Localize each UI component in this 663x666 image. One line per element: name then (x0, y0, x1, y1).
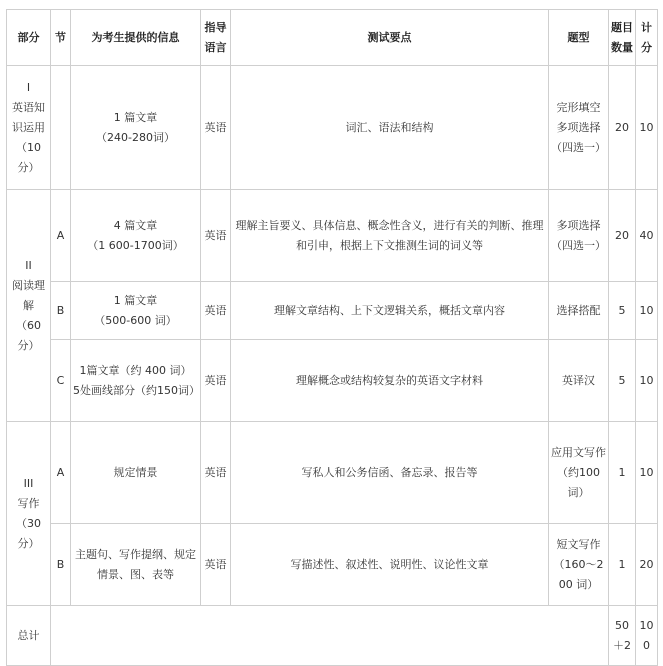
table-row (7, 66, 658, 190)
language-cell: 英语 (201, 66, 231, 190)
info-cell: 1篇文章（约 400 词） 5处画线部分（约150词） (71, 340, 201, 422)
header-language: 指导语言 (201, 10, 231, 66)
section-cell: A (51, 190, 71, 282)
total-score: 100 (636, 606, 658, 666)
section-cell: B (51, 524, 71, 606)
count-cell: 20 (609, 190, 636, 282)
type-cell: 完形填空 多项选择 （四选一） (549, 66, 609, 190)
section-cell: B (51, 282, 71, 340)
points-cell: 词汇、语法和结构 (231, 66, 549, 190)
language-cell: 英语 (201, 190, 231, 282)
points-cell: 理解文章结构、上下文逻辑关系，概括文章内容 (231, 282, 549, 340)
table-row (7, 524, 658, 606)
info-cell: 1 篇文章 （500-600 词） (71, 282, 201, 340)
score-cell: 20 (636, 524, 658, 606)
language-cell: 英语 (201, 282, 231, 340)
count-cell: 5 (609, 282, 636, 340)
part-cell: II 阅读理解 （60分） (7, 190, 51, 422)
info-cell: 4 篇文章 （1 600-1700词） (71, 190, 201, 282)
header-type: 题型 (549, 10, 609, 66)
points-cell: 写私人和公务信函、备忘录、报告等 (231, 422, 549, 524)
table-row (7, 422, 658, 524)
count-cell: 1 (609, 524, 636, 606)
score-cell: 10 (636, 66, 658, 190)
score-cell: 10 (636, 422, 658, 524)
type-cell: 英译汉 (549, 340, 609, 422)
total-row (7, 606, 658, 666)
exam-structure-table (6, 9, 658, 666)
points-cell: 理解主旨要义、具体信息、概念性含义，进行有关的判断、推理和引申，根据上下文推测生词的词义等 (231, 190, 549, 282)
header-info: 为考生提供的信息 (71, 10, 201, 66)
points-cell: 写描述性、叙述性、说明性、议论性文章 (231, 524, 549, 606)
language-cell: 英语 (201, 422, 231, 524)
count-cell: 1 (609, 422, 636, 524)
section-cell (51, 66, 71, 190)
score-cell: 10 (636, 340, 658, 422)
score-cell: 10 (636, 282, 658, 340)
type-cell: 应用文写作 （约100词） (549, 422, 609, 524)
header-count: 题目数量 (609, 10, 636, 66)
header-part: 部分 (7, 10, 51, 66)
type-cell: 短文写作 （160～200 词） (549, 524, 609, 606)
total-label: 总计 (7, 606, 51, 666)
points-cell: 理解概念或结构较复杂的英语文字材料 (231, 340, 549, 422)
total-empty-cell (51, 606, 609, 666)
table-row (7, 190, 658, 282)
language-cell: 英语 (201, 340, 231, 422)
info-cell: 主题句、写作提纲、规定情景、图、表等 (71, 524, 201, 606)
section-cell: A (51, 422, 71, 524)
score-cell: 40 (636, 190, 658, 282)
header-row (7, 10, 658, 66)
header-section: 节 (51, 10, 71, 66)
part-cell: I 英语知识运用 （10分） (7, 66, 51, 190)
info-cell: 1 篇文章 （240-280词） (71, 66, 201, 190)
table-row (7, 282, 658, 340)
total-count: 50＋2 (609, 606, 636, 666)
table-row (7, 340, 658, 422)
language-cell: 英语 (201, 524, 231, 606)
header-points: 测试要点 (231, 10, 549, 66)
type-cell: 选择搭配 (549, 282, 609, 340)
count-cell: 5 (609, 340, 636, 422)
header-score: 计分 (636, 10, 658, 66)
section-cell: C (51, 340, 71, 422)
type-cell: 多项选择 （四选一） (549, 190, 609, 282)
part-cell: III 写作 （30分） (7, 422, 51, 606)
info-cell: 规定情景 (71, 422, 201, 524)
count-cell: 20 (609, 66, 636, 190)
